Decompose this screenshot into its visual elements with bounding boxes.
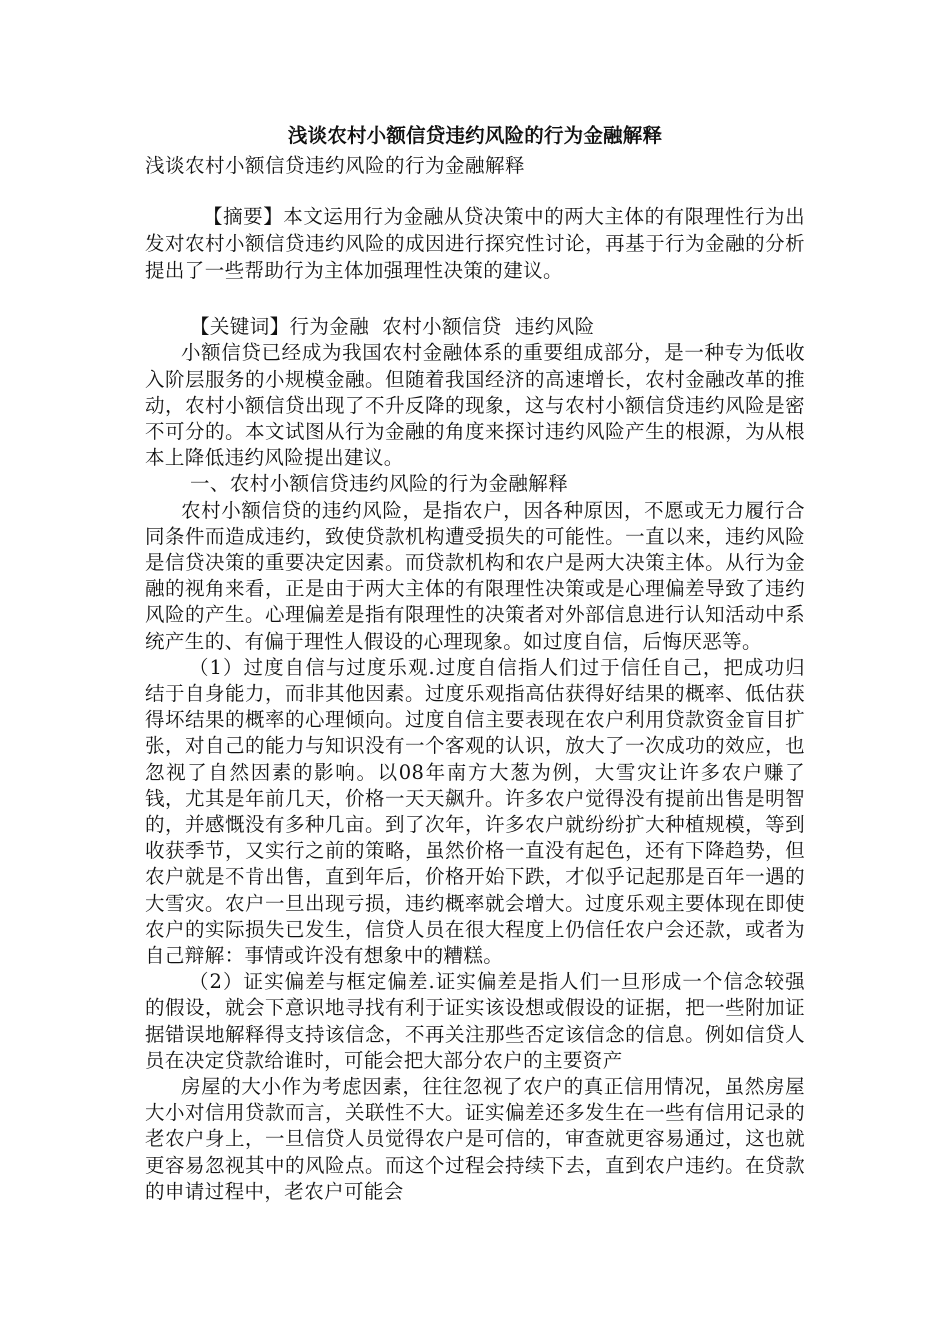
document-body	[145, 120, 805, 1205]
document-subtitle: 浅谈农村小额信贷违约风险的行为金融解释	[145, 154, 526, 177]
body-paragraph: （1）过度自信与过度乐观.过度自信指人们过于信任自己，把成功归结于自身能力，而非其他因素。过度乐观指高估获得好结果的概率、低估获得坏结果的概率的心理倾向。过度自信主要表现在农户利用贷款资金盲目扩张，对自己的能力与知识没有一个客观的认识，放大了一次成功的效应，也忽视了自然因素的影响。以08年南方大葱为例，大雪灾让许多农户赚了钱，尤其是年前几天，价格一天天飙升。许多农户觉得没有提前出售是明智的，并感慨没有多种几亩。到了次年，许多农户就纷纷扩大种植规模，等到收获季节，又实行之前的策略，虽然价格一直没有起色，还有下降趋势，但农户就是不肯出售，直到年后，价格开始下跌，才似乎记起那是百年一遇的大雪灾。农户一旦出现亏损，违约概率就会增大。过度乐观主要体现在即使农户的实际损失已发生，信贷人员在很大程度上仍信任农户会还款，或者为自己辩解：事情或许没有想象中的糟糕。	[145, 655, 805, 968]
abstract-paragraph: 【摘要】本文运用行为金融从贷决策中的两大主体的有限理性行为出发对农村小额信贷违约风险的成因进行探究性讨论，再基于行为金融的分析提出了一些帮助行为主体加强理性决策的建议。	[145, 205, 805, 282]
body-paragraph: 农村小额信贷的违约风险，是指农户，因各种原因，不愿或无力履行合同条件而造成违约，致使贷款机构遭受损失的可能性。一直以来，违约风险是信贷决策的重要决定因素。而贷款机构和农户是两大决策主体。从行为金融的视角来看，正是由于两大主体的有限理性决策或是心理偏差导致了违约风险的产生。心理偏差是指有限理性的决策者对外部信息进行认知活动中系统产生的、有偏于理性人假设的心理现象。如过度自信，后悔厌恶等。	[145, 498, 805, 653]
body-paragraph: （2）证实偏差与框定偏差.证实偏差是指人们一旦形成一个信念较强的假设，就会下意识地寻找有利于证实该设想或假设的证据，把一些附加证据错误地解释得支持该信念，不再关注那些否定该信念的信息。例如信贷人员在决定贷款给谁时，可能会把大部分农户的主要资产	[145, 970, 805, 1072]
keywords-line: 【关键词】行为金融 农村小额信贷 违约风险	[190, 315, 595, 339]
body-paragraph: 小额信贷已经成为我国农村金融体系的重要组成部分，是一种专为低收入阶层服务的小规模金融。但随着我国经济的高速增长，农村金融改革的推动，农村小额信贷出现了不升反降的现象，这与农村小额信贷违约风险是密不可分的。本文试图从行为金融的角度来探讨违约风险产生的根源，为从根本上降低违约风险提出建议。	[145, 341, 805, 470]
section-heading: 一、农村小额信贷违约风险的行为金融解释	[190, 472, 569, 496]
document-title: 浅谈农村小额信贷违约风险的行为金融解释	[287, 124, 663, 147]
body-paragraph: 房屋的大小作为考虑因素，往往忽视了农户的真正信用情况，虽然房屋大小对信用贷款而言，关联性不大。证实偏差还多发生在一些有信用记录的老农户身上，一旦信贷人员觉得农户是可信的，审查就更容易通过，这也就更容易忽视其中的风险点。而这个过程会持续下去，直到农户违约。在贷款的申请过程中，老农户可能会	[145, 1075, 805, 1203]
